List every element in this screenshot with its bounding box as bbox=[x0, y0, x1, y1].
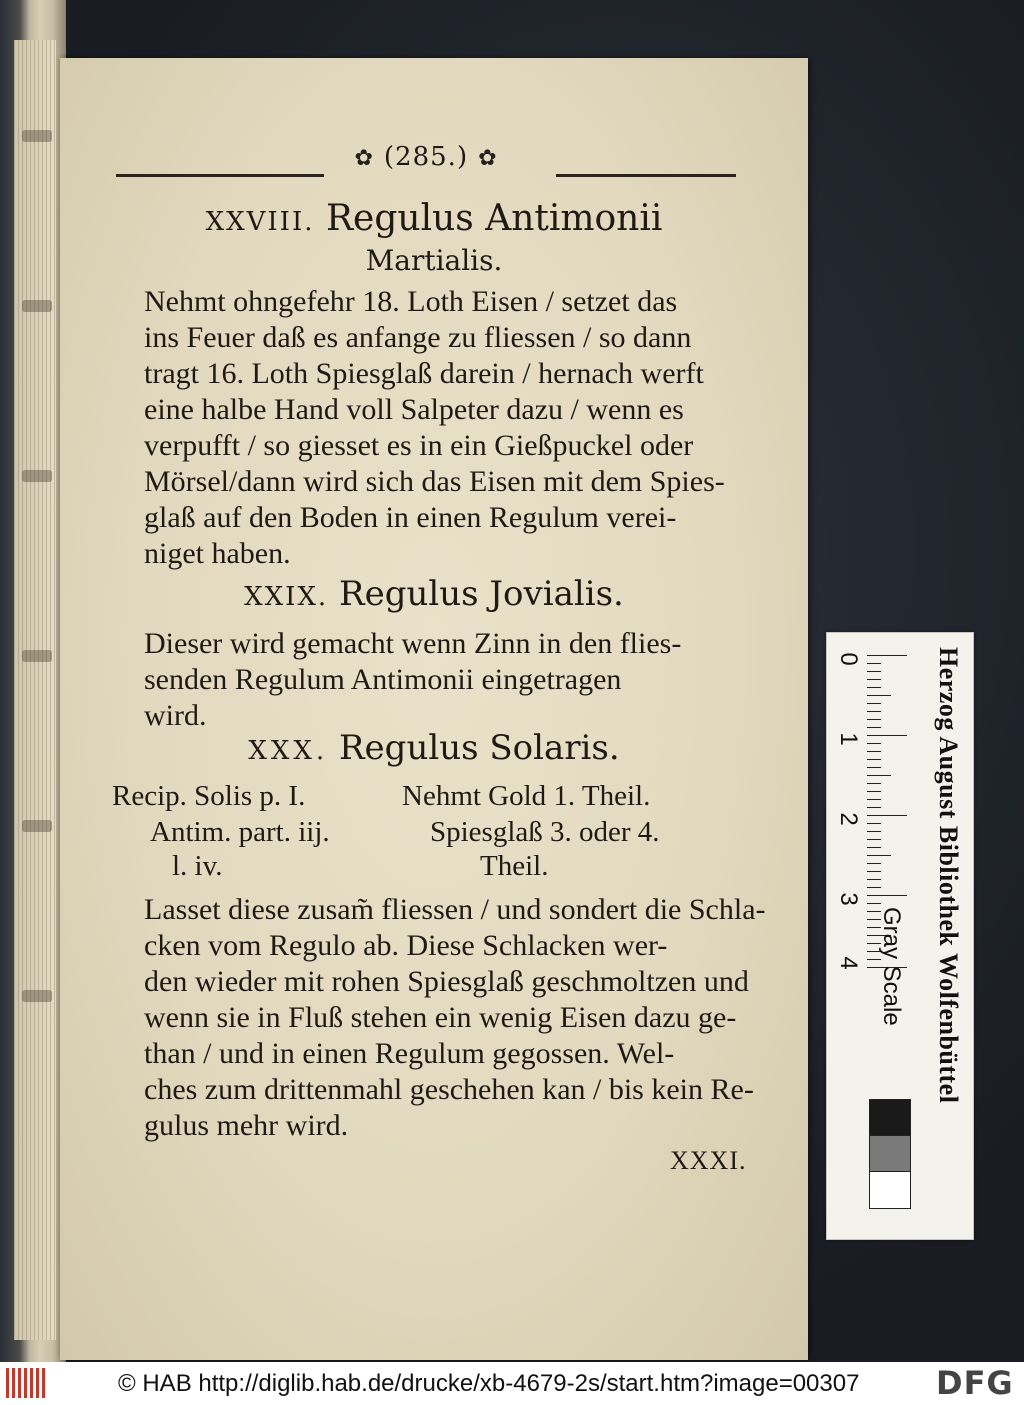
text-line: ches zum drittenmahl geschehen kan / bis kein Re- bbox=[144, 1073, 754, 1106]
paragraph bbox=[144, 626, 770, 734]
text-line: eine halbe Hand voll Salpeter dazu / wenn es bbox=[144, 393, 684, 426]
ornament-icon: ✿ bbox=[354, 146, 374, 171]
hab-logo-icon bbox=[6, 1368, 48, 1398]
ornament-icon: ✿ bbox=[478, 146, 498, 171]
book-page bbox=[60, 58, 808, 1360]
section-heading bbox=[60, 728, 808, 768]
text-line: Dieser wird gemacht wenn Zinn in den flies- bbox=[144, 627, 682, 660]
recipe-row bbox=[112, 816, 752, 852]
section-number: XXX. bbox=[248, 736, 329, 766]
text-line: wenn sie in Fluß stehen ein wenig Eisen dazu ge- bbox=[144, 1001, 737, 1034]
gray-scale-label-wrap bbox=[875, 907, 905, 1107]
copyright-link[interactable]: © HAB http://diglib.hab.de/drucke/xb-4679-2s/start.htm?image=00307 bbox=[118, 1370, 860, 1397]
recipe-german: Spiesglaß 3. oder 4. bbox=[430, 816, 660, 848]
catchword: XXXI. bbox=[670, 1146, 747, 1175]
text-line: ins Feuer daß es anfange zu fliessen / so dann bbox=[144, 321, 692, 354]
text-line: Nehmt ohngefehr 18. Loth Eisen / setzet das bbox=[144, 285, 678, 318]
text-line: verpufft / so giesset es in ein Gießpuckel oder bbox=[144, 429, 694, 462]
recipe-german: Theil. bbox=[480, 850, 549, 882]
paragraph bbox=[144, 284, 770, 572]
dfg-logo: DFG bbox=[936, 1364, 1014, 1402]
text-line: Mörsel/dann wird sich das Eisen mit dem Spies- bbox=[144, 465, 725, 498]
text-line: glaß auf den Boden in einen Regulum verei- bbox=[144, 501, 677, 534]
text-line: den wieder mit rohen Spiesglaß geschmoltzen und bbox=[144, 965, 749, 998]
scale-number: 4 bbox=[835, 956, 862, 970]
text-line: cken vom Regulo ab. Diese Schlacken wer- bbox=[144, 929, 668, 962]
page-number: (285.) bbox=[383, 142, 469, 172]
recipe-latin: l. iv. bbox=[172, 850, 223, 882]
section-title: Regulus Antimonii bbox=[325, 198, 663, 239]
text-line: wird. bbox=[144, 699, 207, 732]
text-line: senden Regulum Antimonii eingetragen bbox=[144, 663, 622, 696]
gray-scale-label: Gray Scale bbox=[878, 907, 905, 1026]
institution-label-wrap bbox=[933, 647, 963, 1227]
page-header bbox=[116, 142, 736, 182]
section-title: Regulus Jovialis. bbox=[339, 574, 624, 614]
scale-number: 3 bbox=[835, 892, 862, 906]
book-edge bbox=[0, 0, 66, 1362]
recipe-german: Nehmt Gold 1. Theil. bbox=[402, 780, 651, 812]
paragraph bbox=[144, 892, 770, 1144]
section-number: XXIX. bbox=[244, 582, 329, 612]
section-heading bbox=[60, 574, 808, 614]
text-line: gulus mehr wird. bbox=[144, 1109, 349, 1142]
section-heading bbox=[60, 198, 808, 239]
recipe-row bbox=[112, 780, 752, 816]
text-line: niget haben. bbox=[144, 537, 291, 570]
recipe-latin: Recip. Solis p. I. bbox=[112, 780, 306, 812]
section-subtitle: Martialis. bbox=[365, 244, 503, 277]
scale-ruler bbox=[826, 632, 974, 1240]
gray-swatch-black bbox=[869, 1099, 911, 1137]
text-line: than / und in einen Regulum gegossen. Wel- bbox=[144, 1037, 675, 1070]
scale-number: 2 bbox=[835, 812, 862, 826]
section-number: XXVIII. bbox=[205, 207, 315, 237]
gray-swatch-white bbox=[869, 1171, 911, 1209]
institution-label: Herzog August Bibliothek Wolfenbüttel bbox=[934, 647, 963, 1104]
footer-bar bbox=[0, 1362, 1024, 1405]
text-line: tragt 16. Loth Spiesglaß darein / hernach werft bbox=[144, 357, 704, 390]
gray-swatch-mid bbox=[869, 1135, 911, 1173]
scale-number: 1 bbox=[835, 732, 862, 746]
text-line: Lasset diese zusam̃ fliessen / und sondert die Schla- bbox=[144, 893, 766, 926]
section-title: Regulus Solaris. bbox=[338, 728, 620, 768]
scale-number: 0 bbox=[835, 652, 862, 666]
recipe-row bbox=[112, 850, 752, 886]
recipe-latin: Antim. part. iij. bbox=[150, 816, 330, 848]
